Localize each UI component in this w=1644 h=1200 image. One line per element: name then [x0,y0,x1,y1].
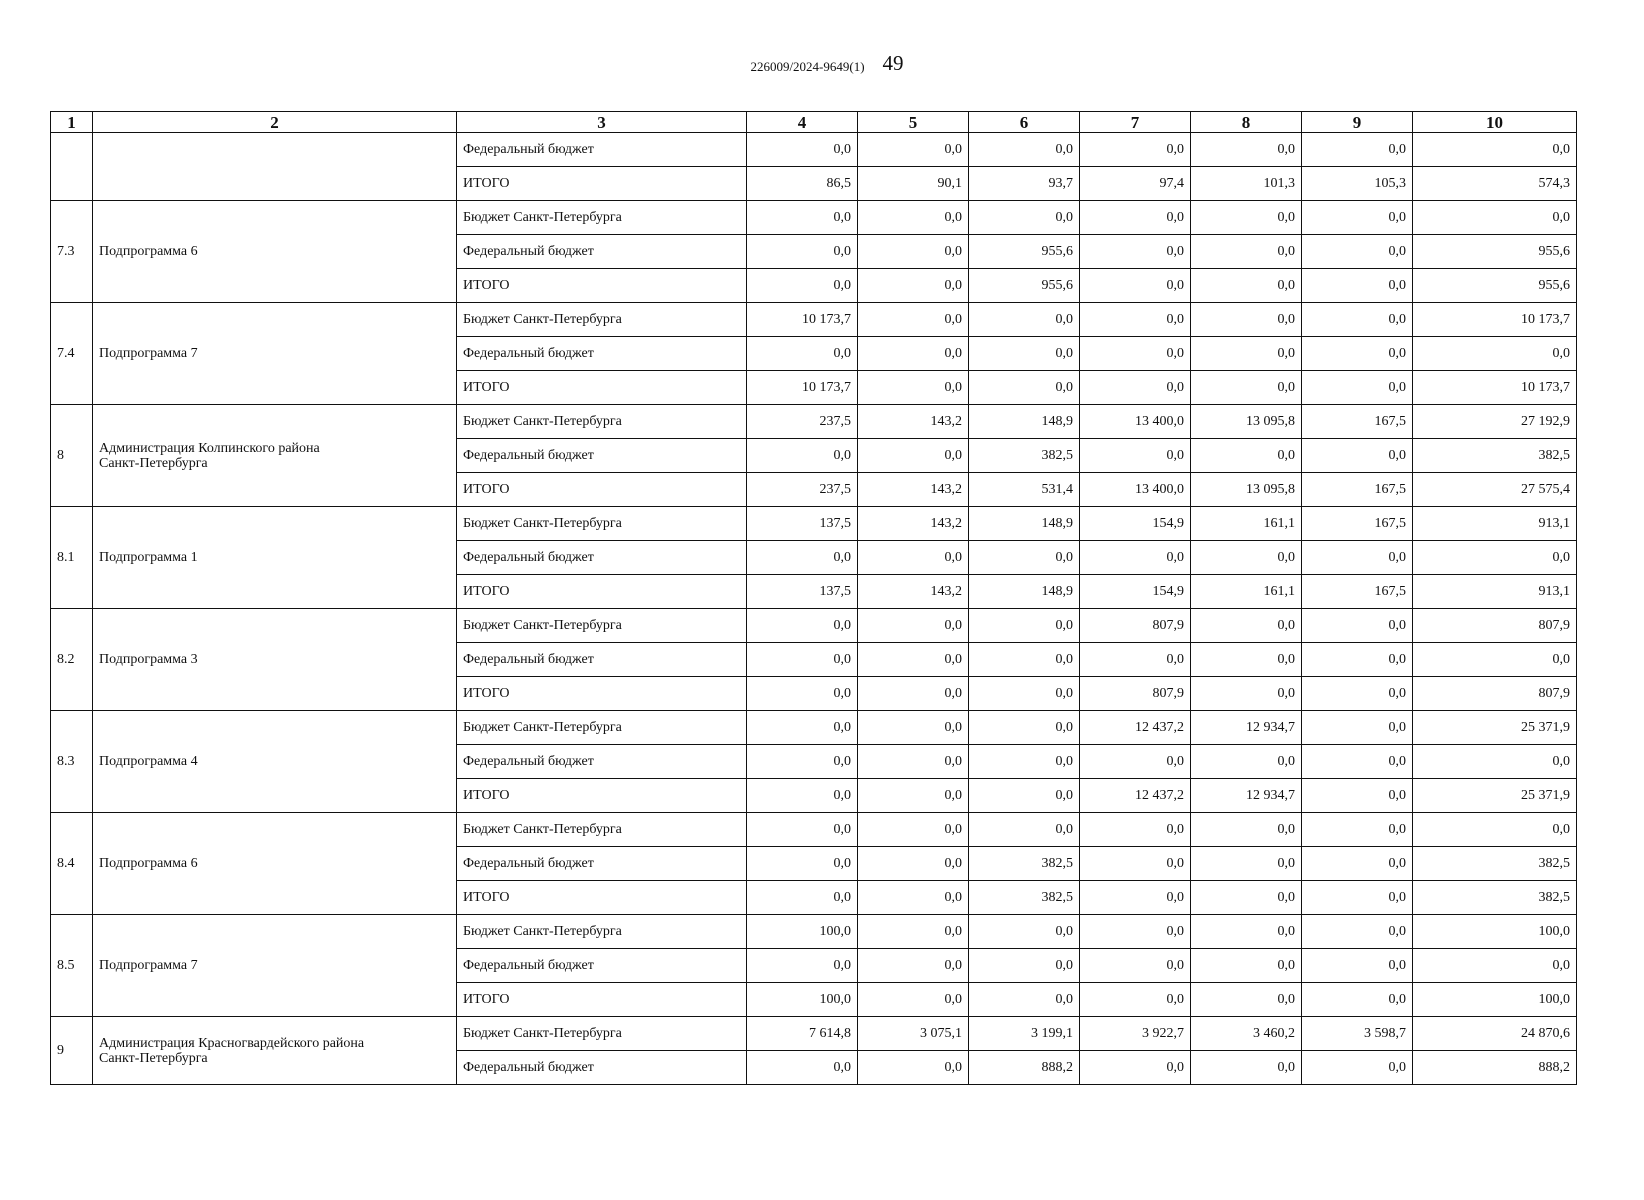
total-value: 0,0 [1413,813,1577,847]
year-value: 0,0 [1080,133,1191,167]
year-value: 0,0 [858,269,969,303]
year-value: 0,0 [747,439,858,473]
total-value: 27 575,4 [1413,473,1577,507]
column-header: 6 [969,112,1080,133]
year-value: 0,0 [747,779,858,813]
table-row [51,609,1577,643]
funding-source: ИТОГО [457,677,747,711]
year-value: 531,4 [969,473,1080,507]
item-code [51,133,93,201]
year-value: 0,0 [1080,813,1191,847]
funding-source: ИТОГО [457,371,747,405]
year-value: 0,0 [1302,745,1413,779]
year-value: 0,0 [747,677,858,711]
funding-source: Бюджет Санкт-Петербурга [457,915,747,949]
table-body [51,133,1577,1085]
year-value: 12 934,7 [1191,711,1302,745]
year-value: 0,0 [1191,337,1302,371]
year-value: 167,5 [1302,507,1413,541]
year-value: 0,0 [1080,269,1191,303]
table-row [51,1017,1577,1051]
year-value: 0,0 [969,949,1080,983]
column-header: 7 [1080,112,1191,133]
item-name-line: Администрация Колпинского района [99,440,320,456]
year-value: 0,0 [1080,847,1191,881]
item-name-line: Подпрограмма 6 [99,244,198,259]
funding-source: Федеральный бюджет [457,133,747,167]
year-value: 101,3 [1191,167,1302,201]
year-value: 0,0 [969,541,1080,575]
year-value: 0,0 [1080,983,1191,1017]
year-value: 167,5 [1302,405,1413,439]
year-value: 3 075,1 [858,1017,969,1051]
year-value: 0,0 [858,201,969,235]
total-value: 0,0 [1413,133,1577,167]
year-value: 0,0 [1302,983,1413,1017]
year-value: 0,0 [858,813,969,847]
year-value: 0,0 [747,949,858,983]
item-name [93,1017,457,1085]
funding-source: Федеральный бюджет [457,745,747,779]
funding-source: Бюджет Санкт-Петербурга [457,813,747,847]
year-value: 0,0 [969,779,1080,813]
page-number: 49 [882,51,904,75]
year-value: 161,1 [1191,575,1302,609]
funding-source: ИТОГО [457,983,747,1017]
item-code: 8.3 [51,711,93,813]
page-header [0,52,1644,77]
year-value: 955,6 [969,235,1080,269]
year-value: 167,5 [1302,473,1413,507]
total-value: 24 870,6 [1413,1017,1577,1051]
funding-source: ИТОГО [457,881,747,915]
column-header: 3 [457,112,747,133]
year-value: 0,0 [969,337,1080,371]
year-value: 0,0 [1080,541,1191,575]
year-value: 0,0 [858,847,969,881]
total-value: 0,0 [1413,201,1577,235]
item-code: 8.2 [51,609,93,711]
year-value: 0,0 [1302,779,1413,813]
item-name-line: Подпрограмма 3 [99,652,198,667]
year-value: 0,0 [1080,915,1191,949]
year-value: 0,0 [1302,235,1413,269]
year-value: 0,0 [858,337,969,371]
total-value: 100,0 [1413,915,1577,949]
year-value: 0,0 [1191,541,1302,575]
year-value: 0,0 [1191,371,1302,405]
year-value: 0,0 [1191,677,1302,711]
item-name [93,201,457,303]
year-value: 13 400,0 [1080,473,1191,507]
funding-source: Федеральный бюджет [457,235,747,269]
item-code: 8.1 [51,507,93,609]
total-value: 25 371,9 [1413,779,1577,813]
year-value: 0,0 [858,609,969,643]
year-value: 100,0 [747,983,858,1017]
year-value: 154,9 [1080,575,1191,609]
year-value: 0,0 [1302,269,1413,303]
year-value: 0,0 [747,609,858,643]
year-value: 0,0 [1080,303,1191,337]
year-value: 0,0 [1080,745,1191,779]
total-value: 25 371,9 [1413,711,1577,745]
year-value: 0,0 [1302,677,1413,711]
year-value: 0,0 [1080,371,1191,405]
table-header-row [51,112,1577,133]
item-name [93,915,457,1017]
table-row [51,303,1577,337]
year-value: 0,0 [858,779,969,813]
year-value: 0,0 [1191,983,1302,1017]
year-value: 0,0 [1302,643,1413,677]
year-value: 0,0 [858,541,969,575]
year-value: 148,9 [969,405,1080,439]
total-value: 913,1 [1413,507,1577,541]
year-value: 10 173,7 [747,371,858,405]
year-value: 0,0 [858,643,969,677]
item-name-line: Санкт-Петербурга [99,455,208,471]
year-value: 807,9 [1080,677,1191,711]
year-value: 0,0 [747,269,858,303]
year-value: 161,1 [1191,507,1302,541]
year-value: 0,0 [969,745,1080,779]
item-name [93,711,457,813]
year-value: 0,0 [1302,337,1413,371]
year-value: 0,0 [969,133,1080,167]
total-value: 807,9 [1413,609,1577,643]
funding-source: Бюджет Санкт-Петербурга [457,405,747,439]
year-value: 0,0 [858,745,969,779]
year-value: 0,0 [1080,235,1191,269]
year-value: 0,0 [747,235,858,269]
item-code: 8.5 [51,915,93,1017]
item-name-line: Подпрограмма 4 [99,754,198,769]
year-value: 143,2 [858,473,969,507]
year-value: 0,0 [969,915,1080,949]
year-value: 13 400,0 [1080,405,1191,439]
year-value: 0,0 [858,983,969,1017]
total-value: 27 192,9 [1413,405,1577,439]
year-value: 12 934,7 [1191,779,1302,813]
year-value: 3 199,1 [969,1017,1080,1051]
year-value: 0,0 [747,133,858,167]
year-value: 0,0 [1191,201,1302,235]
year-value: 137,5 [747,575,858,609]
total-value: 888,2 [1413,1051,1577,1085]
column-header: 9 [1302,112,1413,133]
year-value: 0,0 [1191,133,1302,167]
year-value: 0,0 [1191,813,1302,847]
total-value: 0,0 [1413,949,1577,983]
table-row [51,813,1577,847]
year-value: 0,0 [747,643,858,677]
year-value: 0,0 [858,439,969,473]
item-name [93,405,457,507]
year-value: 0,0 [747,541,858,575]
year-value: 0,0 [858,133,969,167]
item-name-line: Подпрограмма 7 [99,346,198,361]
year-value: 0,0 [1191,643,1302,677]
funding-source: Бюджет Санкт-Петербурга [457,609,747,643]
year-value: 143,2 [858,507,969,541]
year-value: 0,0 [858,235,969,269]
year-value: 0,0 [1302,439,1413,473]
year-value: 97,4 [1080,167,1191,201]
document-number: 226009/2024-9649(1) [750,59,865,74]
budget-table [50,111,1577,1085]
funding-source: ИТОГО [457,167,747,201]
year-value: 0,0 [1302,133,1413,167]
table-row [51,711,1577,745]
total-value: 807,9 [1413,677,1577,711]
funding-source: Федеральный бюджет [457,643,747,677]
year-value: 0,0 [747,711,858,745]
year-value: 888,2 [969,1051,1080,1085]
year-value: 0,0 [1191,949,1302,983]
table-row [51,133,1577,167]
year-value: 148,9 [969,507,1080,541]
funding-source: Федеральный бюджет [457,1051,747,1085]
year-value: 382,5 [969,439,1080,473]
year-value: 0,0 [1080,643,1191,677]
year-value: 0,0 [1080,337,1191,371]
year-value: 237,5 [747,473,858,507]
year-value: 0,0 [747,201,858,235]
year-value: 0,0 [969,711,1080,745]
year-value: 0,0 [1302,1051,1413,1085]
year-value: 382,5 [969,881,1080,915]
year-value: 0,0 [1191,235,1302,269]
year-value: 3 922,7 [1080,1017,1191,1051]
year-value: 7 614,8 [747,1017,858,1051]
total-value: 955,6 [1413,235,1577,269]
total-value: 382,5 [1413,439,1577,473]
year-value: 237,5 [747,405,858,439]
year-value: 0,0 [1302,711,1413,745]
year-value: 0,0 [858,1051,969,1085]
item-name-line: Администрация Красногвардейского района [99,1035,365,1051]
year-value: 0,0 [1080,949,1191,983]
year-value: 0,0 [1302,915,1413,949]
year-value: 0,0 [1191,269,1302,303]
year-value: 167,5 [1302,575,1413,609]
year-value: 0,0 [858,949,969,983]
year-value: 0,0 [747,1051,858,1085]
table-row [51,405,1577,439]
table-row [51,915,1577,949]
total-value: 574,3 [1413,167,1577,201]
year-value: 0,0 [969,609,1080,643]
total-value: 100,0 [1413,983,1577,1017]
column-header: 2 [93,112,457,133]
funding-source: Бюджет Санкт-Петербурга [457,1017,747,1051]
funding-source: Федеральный бюджет [457,337,747,371]
year-value: 0,0 [1080,201,1191,235]
funding-source: ИТОГО [457,575,747,609]
funding-source: Бюджет Санкт-Петербурга [457,201,747,235]
item-code: 9 [51,1017,93,1085]
year-value: 0,0 [747,813,858,847]
total-value: 10 173,7 [1413,371,1577,405]
year-value: 3 598,7 [1302,1017,1413,1051]
year-value: 0,0 [969,371,1080,405]
total-value: 0,0 [1413,745,1577,779]
year-value: 0,0 [969,201,1080,235]
year-value: 0,0 [969,677,1080,711]
item-name-line: Подпрограмма 7 [99,958,198,973]
column-header: 1 [51,112,93,133]
year-value: 13 095,8 [1191,473,1302,507]
year-value: 0,0 [747,337,858,371]
total-value: 913,1 [1413,575,1577,609]
year-value: 0,0 [1302,881,1413,915]
item-name [93,133,457,201]
year-value: 0,0 [747,847,858,881]
year-value: 0,0 [1191,609,1302,643]
column-header: 5 [858,112,969,133]
year-value: 0,0 [1191,439,1302,473]
year-value: 10 173,7 [747,303,858,337]
year-value: 807,9 [1080,609,1191,643]
funding-source: Федеральный бюджет [457,439,747,473]
year-value: 0,0 [1302,847,1413,881]
item-name [93,813,457,915]
year-value: 0,0 [1191,847,1302,881]
year-value: 0,0 [969,983,1080,1017]
item-name-line: Подпрограмма 6 [99,856,198,871]
year-value: 0,0 [969,643,1080,677]
year-value: 0,0 [1302,949,1413,983]
year-value: 0,0 [1302,813,1413,847]
year-value: 143,2 [858,575,969,609]
total-value: 955,6 [1413,269,1577,303]
column-header: 10 [1413,112,1577,133]
funding-source: Федеральный бюджет [457,949,747,983]
year-value: 12 437,2 [1080,779,1191,813]
year-value: 137,5 [747,507,858,541]
year-value: 0,0 [1191,915,1302,949]
item-code: 8 [51,405,93,507]
item-name-line: Подпрограмма 1 [99,550,198,565]
year-value: 0,0 [858,677,969,711]
year-value: 0,0 [858,711,969,745]
year-value: 13 095,8 [1191,405,1302,439]
item-code: 7.4 [51,303,93,405]
year-value: 100,0 [747,915,858,949]
item-name [93,609,457,711]
year-value: 0,0 [858,371,969,405]
column-header: 8 [1191,112,1302,133]
year-value: 0,0 [858,881,969,915]
year-value: 148,9 [969,575,1080,609]
item-name-line: Санкт-Петербурга [99,1050,208,1066]
funding-source: Бюджет Санкт-Петербурга [457,507,747,541]
funding-source: ИТОГО [457,779,747,813]
year-value: 0,0 [1080,439,1191,473]
total-value: 382,5 [1413,847,1577,881]
year-value: 0,0 [1302,371,1413,405]
year-value: 0,0 [1302,541,1413,575]
year-value: 0,0 [969,303,1080,337]
funding-source: Федеральный бюджет [457,847,747,881]
total-value: 382,5 [1413,881,1577,915]
item-name [93,303,457,405]
table-row [51,507,1577,541]
year-value: 0,0 [1080,881,1191,915]
year-value: 0,0 [858,303,969,337]
year-value: 0,0 [747,881,858,915]
total-value: 0,0 [1413,643,1577,677]
year-value: 12 437,2 [1080,711,1191,745]
year-value: 90,1 [858,167,969,201]
funding-source: Федеральный бюджет [457,541,747,575]
year-value: 0,0 [747,745,858,779]
year-value: 382,5 [969,847,1080,881]
year-value: 154,9 [1080,507,1191,541]
year-value: 143,2 [858,405,969,439]
funding-source: ИТОГО [457,473,747,507]
year-value: 0,0 [1302,609,1413,643]
year-value: 93,7 [969,167,1080,201]
year-value: 86,5 [747,167,858,201]
item-code: 7.3 [51,201,93,303]
funding-source: Бюджет Санкт-Петербурга [457,711,747,745]
total-value: 10 173,7 [1413,303,1577,337]
funding-source: ИТОГО [457,269,747,303]
year-value: 0,0 [1302,303,1413,337]
year-value: 0,0 [1191,303,1302,337]
total-value: 0,0 [1413,337,1577,371]
column-header: 4 [747,112,858,133]
year-value: 105,3 [1302,167,1413,201]
year-value: 0,0 [1080,1051,1191,1085]
year-value: 0,0 [1191,1051,1302,1085]
item-name [93,507,457,609]
total-value: 0,0 [1413,541,1577,575]
item-code: 8.4 [51,813,93,915]
year-value: 0,0 [858,915,969,949]
year-value: 0,0 [1302,201,1413,235]
year-value: 0,0 [1191,881,1302,915]
year-value: 0,0 [1191,745,1302,779]
year-value: 955,6 [969,269,1080,303]
year-value: 3 460,2 [1191,1017,1302,1051]
funding-source: Бюджет Санкт-Петербурга [457,303,747,337]
table-row [51,201,1577,235]
year-value: 0,0 [969,813,1080,847]
